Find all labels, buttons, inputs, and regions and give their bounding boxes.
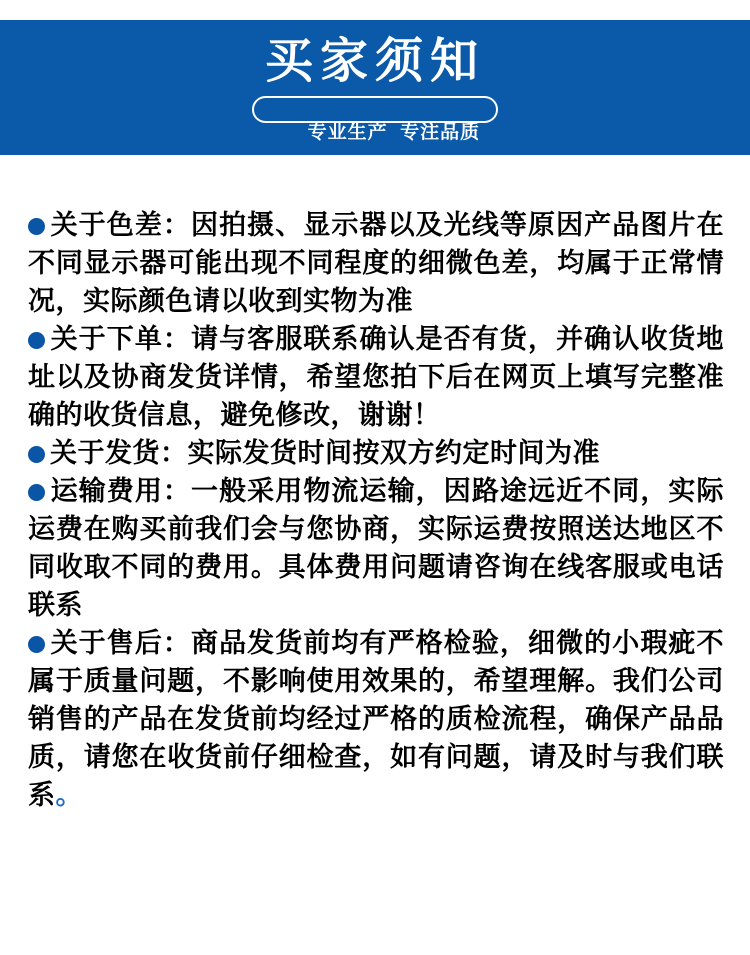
page-title: 买家须知	[264, 35, 485, 88]
notice-text: 关于下单：请与客服联系确认是否有货，并确认收货地址以及协商发货详情，希望您拍下后在网页上填写完整准确的收货信息，避免修改，谢谢！	[28, 324, 724, 430]
notice-item-ordering	[28, 320, 724, 434]
notice-text: 关于售后：商品发货前均有严格检验，细微的小瑕疵不属于质量问题，不影响使用效果的，希望理解。我们公司销售的产品在发货前均经过严格的质检流程，确保产品品质，请您在收货前仔细检查，如有问题，请及时与我们联系	[28, 628, 724, 810]
slogan-text: 专业生产 专注品质	[307, 122, 481, 143]
bullet-icon	[28, 218, 45, 235]
bullet-icon	[28, 484, 45, 501]
slogan-pill	[252, 96, 498, 143]
bullet-icon	[28, 332, 45, 349]
notice-text: 关于色差：因拍摄、显示器以及光线等原因产品图片在不同显示器可能出现不同程度的细微色差，均属于正常情况，实际颜色请以收到实物为准	[28, 210, 724, 316]
notice-item-shipping	[28, 434, 724, 472]
bullet-icon	[28, 446, 45, 463]
notice-text: 运输费用：一般采用物流运输，因路途远近不同，实际运费在购买前我们会与您协商，实际运费按照送达地区不同收取不同的费用。具体费用问题请咨询在线客服或电话联系	[28, 476, 724, 620]
notice-item-color-difference	[28, 206, 724, 320]
notice-text: 关于发货：实际发货时间按双方约定时间为准	[50, 438, 600, 468]
notice-section	[0, 155, 750, 814]
bullet-icon	[28, 636, 45, 653]
header-banner	[0, 20, 750, 155]
notice-item-freight	[28, 472, 724, 624]
blue-period-mark: 。	[55, 780, 83, 810]
buyer-notice-page	[0, 20, 750, 955]
notice-item-after-sale	[28, 624, 724, 814]
